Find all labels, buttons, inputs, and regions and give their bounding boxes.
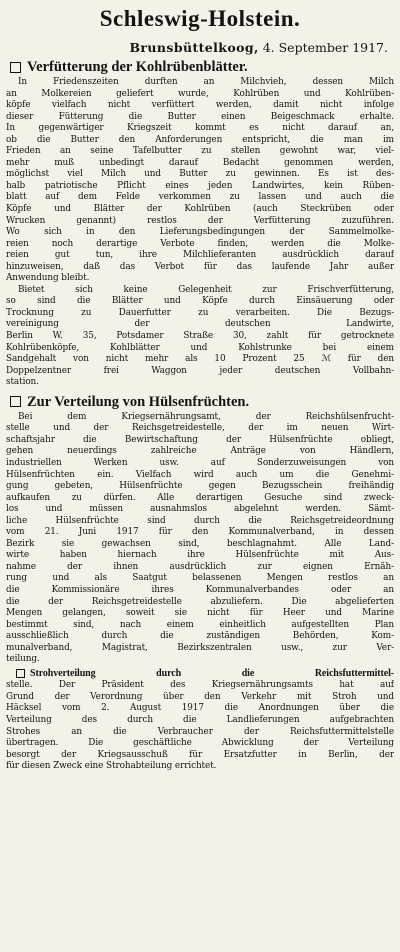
article-line: gung gebeten, Hülsenfrüchte gegen Bezugsschein freihändig [6,481,394,492]
article-line: reien noch derartige Verbote finden, werden die Molke- [6,238,394,249]
article-line: In Friedenszeiten durften an Milchvieh, dessen Milch [18,77,394,87]
section-title: Verfütterung der Kohlrübenblätter. [27,59,248,75]
article-line: aufkaufen zu dürfen. Alle derartigen Gesuche sind zweck- [6,492,394,503]
article-line: stelle und der Reichsgetreidestelle, der im neuen Wirt- [6,423,394,434]
article-line: teilung. [6,654,40,665]
article-body [6,77,394,389]
article-line: Hülsenfrüchten ein. Vielfach wird auch um die Genehmi- [6,469,394,480]
article-line: Wrucken genannt) restlos der Verfütterung zuzuführen. [6,215,394,226]
article-line: besorgt der Kriegsausschuß für Ersatzfutter in Berlin, der [6,749,394,760]
article-line: Verteilung des durch die Landlieferungen aufgebrachten [6,714,394,725]
square-bullet-icon [10,62,21,73]
article-line: ob die Butter den Anforderungen entspricht, die man im [6,134,394,145]
article-line: schaftsjahr die Bewirtschaftung der Hülsenfrüchte obliegt, [6,434,394,445]
article-line: station. [6,377,39,388]
article-line: Frieden an seine Tafelbutter zu stellen gewohnt war, viel- [6,146,394,157]
article-line: so sind die Blätter und Köpfe durch Einsäuerung oder [6,296,394,307]
article-line: übertragen. Die geschäftliche Abwicklung der Verteilung [6,738,394,749]
dateline-place: Brunsbüttelkoog, [129,40,259,55]
article-line: Mengen gelangen, soweit sie nicht für Heer und Marine [6,608,394,619]
article-line: ausschließlich durch die zuständigen Behörden, Kom- [6,631,394,642]
article-line: hinzuweisen, daß das Verbot für das laufende Jahr außer [6,261,394,272]
article-line: Doppelzentner frei Waggon jeder deutschen Vollbahn- [6,365,394,376]
article-line: Sandgehalt von nicht mehr als 10 Prozent 25 ℳ für den [6,354,394,365]
square-bullet-icon [16,669,25,678]
article-line: Bei dem Kriegsernährungsamt, der Reichshülsenfrucht- [18,411,394,422]
article-line: Köpfe und Blätter der Kohlrüben (auch Steckrüben oder [6,204,394,215]
article-line: industriellen Werken usw. auf Sonderzuweisungen von [6,457,394,468]
article-line: Bietet sich keine Gelegenheit zur Frischverfütterung, [18,284,394,295]
article-line: an Molkereien geliefert wurde, Kohlrüben und Kohlrüben- [6,88,394,99]
article-line [6,668,394,681]
article-line: halb patriotische Pflicht eines jeden Landwirtes, kein Rüben- [6,180,394,191]
article-line: Trocknung zu Dauerfutter zu verarbeiten. Die Bezugs- [6,307,394,318]
article-line: stelle. Der Präsident des Kriegsernährungsamts hat auf [6,680,394,691]
article-line: In gegenwärtiger Kriegszeit kommt es nicht darauf an, [6,123,394,134]
dateline [6,38,394,57]
section-headline [6,392,394,412]
article-line: dieser Fütterung die Butter einen Beigeschmack erhalte. [6,111,394,122]
section-title: Strohverteilung durch die Reichsfuttermittel- [30,667,394,679]
section-headline [6,57,394,77]
article-line: vom 21. Juni 1917 für den Kommunalverband, in dessen [6,527,394,538]
article-line: Bezirk sie gewachsen sind, beschlagnahmt. Alle Land- [6,538,394,549]
article-body [6,412,394,666]
article-line: Kohlrübenköpfe, Kohlblätter und Kohlstrunke bei einem [6,342,394,353]
article-line: rung und als Saatgut belassenen Mengen restlos an [6,573,394,584]
article-line: die Kommissionäre ihres Kommunalverbandes oder an [6,584,394,595]
article-line: vereinigung der deutschen Landwirte, [6,319,394,330]
article-line: Anwendung bleibt. [6,273,90,284]
article-line: los und müssen ausnahmslos abgelehnt werden. Sämt- [6,504,394,515]
article-line: Berlin W. 35, Potsdamer Straße 30, zahlt für getrocknete [6,331,394,342]
article-line: nahme der ihnen ausdrücklich zur eignen Ernäh- [6,561,394,572]
article-line: möglichst viel Milch und Butter zu gewinnen. Es ist des- [6,169,394,180]
article-line: blatt auf dem Felde verkommen zu lassen und auch die [6,192,394,203]
article-line: reien gut tun, ihre Milchlieferanten ausdrücklich darauf [6,250,394,261]
article-line: Strohes an die Verbraucher der Reichsfuttermittelstelle [6,726,394,737]
article-line: für diesen Zweck eine Strohabteilung errichtet. [6,761,217,772]
article-line: wirte haben hiernach ihre Hülsenfrüchte mit Aus- [6,550,394,561]
article-line: Grund der Verordnung über den Verkehr mit Stroh und [6,691,394,702]
article-line: köpfe vielfach nicht verfüttert werden, damit nicht infolge [6,100,394,111]
article-line: munalverband, Magistrat, Bezirkszentralen usw., zur Ver- [6,642,394,653]
article-line: bestimmt sind, nach einem einheitlich aufgestellten Plan [6,619,394,630]
article-line: mehr muß unbedingt darauf Bedacht genommen werden, [6,157,394,168]
square-bullet-icon [10,396,21,407]
masthead: Schleswig-Holstein. [99,6,301,31]
section-title: Zur Verteilung von Hülsenfrüchten. [27,393,250,410]
article-line: Wo sich in den Lieferungsbedingungen der Sammelmolke- [6,227,394,238]
article-line: die der Reichsgetreidestelle abzuliefern. Die abgelieferten [6,596,394,607]
article-body [6,668,394,773]
article-line: gehen neuerdings zahlreiche Anträge von Händlern, [6,446,394,457]
article-line: liche Hülsenfrüchte sind durch die Reichsgetreideordnung [6,515,394,526]
dateline-date: 4. September 1917. [262,40,388,55]
article-line: Häcksel vom 2. August 1917 die Anordnungen über die [6,703,394,714]
